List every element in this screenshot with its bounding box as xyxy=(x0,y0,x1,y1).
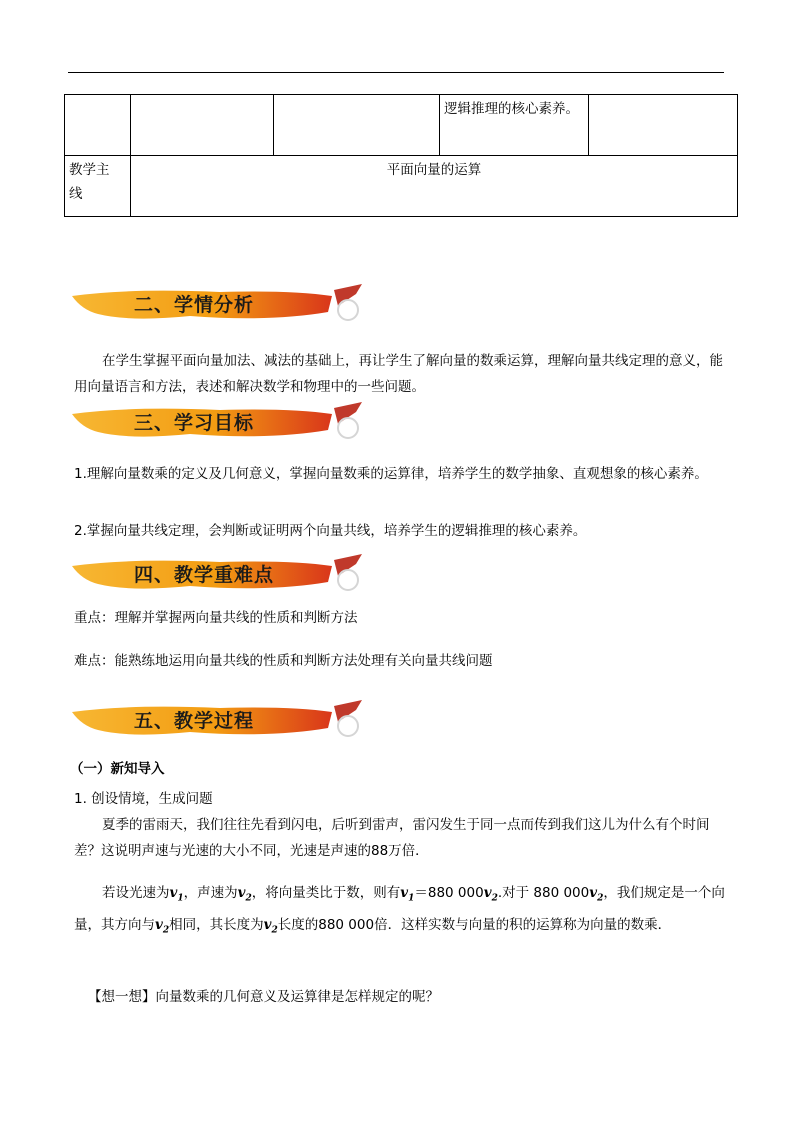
header-rule xyxy=(68,72,724,73)
cell-text: 逻辑推理的核心素养。 xyxy=(444,101,579,117)
item-title: 1. 创设情境，生成问题 xyxy=(74,791,213,807)
paragraph: 重点：理解并掌握两向量共线的性质和判断方法 xyxy=(74,610,358,626)
vector-v2: $v_2$ xyxy=(589,885,604,904)
vector-v2: $v_2$ xyxy=(237,885,252,904)
table-row xyxy=(65,156,738,217)
section-title: 四、教学重难点 xyxy=(134,564,275,586)
table-cell xyxy=(589,95,738,156)
paragraph: 1.理解向量数乘的定义及几何意义，掌握向量数乘的运算律，培养学生的数学抽象、直观想象的核心素养。 xyxy=(74,466,708,482)
table-cell xyxy=(274,95,440,156)
table-cell xyxy=(131,95,274,156)
paragraph: 在学生掌握平面向量加法、减法的基础上，再让学生了解向量的数乘运算，理解向量共线定理的意义，能用向量语言和方法，表述和解决数学和物理中的一些问题。 xyxy=(74,353,723,395)
table-row xyxy=(65,95,738,156)
lesson-table xyxy=(64,94,738,217)
think-prompt: 【想一想】向量数乘的几何意义及运算律是怎样规定的呢？ xyxy=(88,989,439,1005)
paragraph: 夏季的雷雨天，我们往往先看到闪电，后听到雷声，雷闪发生于同一点而传到我们这儿为什么有个时间差？这说明声速与光速的大小不同，光速是声速的88万倍． xyxy=(74,817,710,859)
section-title: 二、学情分析 xyxy=(134,294,255,316)
vector-v2: $v_2$ xyxy=(483,885,498,904)
table-cell-label xyxy=(65,156,131,217)
section-title: 三、学习目标 xyxy=(134,412,255,434)
paragraph: 难点：能熟练地运用向量共线的性质和判断方法处理有关向量共线问题 xyxy=(74,653,493,669)
section-banner xyxy=(70,698,370,742)
section-banner xyxy=(70,282,370,326)
cell-text: 线 xyxy=(69,186,83,202)
table-cell xyxy=(440,95,589,156)
vector-v1: $v_1$ xyxy=(400,885,415,904)
paragraph: 若设光速为$v_1$，声速为$v_2$，将向量类比于数，则有$v_1=880$ $000v_2$.对于 880 $000v_2$，我们规定是一个向量，其方向与$v_2$相同，其长度为$v_2$长度的880 000倍．这样实数与向量的积的运算称为向量的数乘． xyxy=(74,885,725,936)
table-cell-content xyxy=(131,156,738,217)
paragraph: 2.掌握向量共线定理，会判断或证明两个向量共线，培养学生的逻辑推理的核心素养。 xyxy=(74,523,587,539)
table-cell xyxy=(65,95,131,156)
vector-v1: $v_1$ xyxy=(169,885,184,904)
section-banner xyxy=(70,400,370,444)
cell-text: 教学主 xyxy=(69,162,110,178)
subheading: （一）新知导入 xyxy=(70,761,165,777)
vector-v2: $v_2$ xyxy=(263,916,278,936)
cell-text: 平面向量的运算 xyxy=(386,162,482,178)
section-title: 五、教学过程 xyxy=(134,710,255,732)
section-banner xyxy=(70,552,370,596)
vector-v2: $v_2$ xyxy=(155,916,170,936)
